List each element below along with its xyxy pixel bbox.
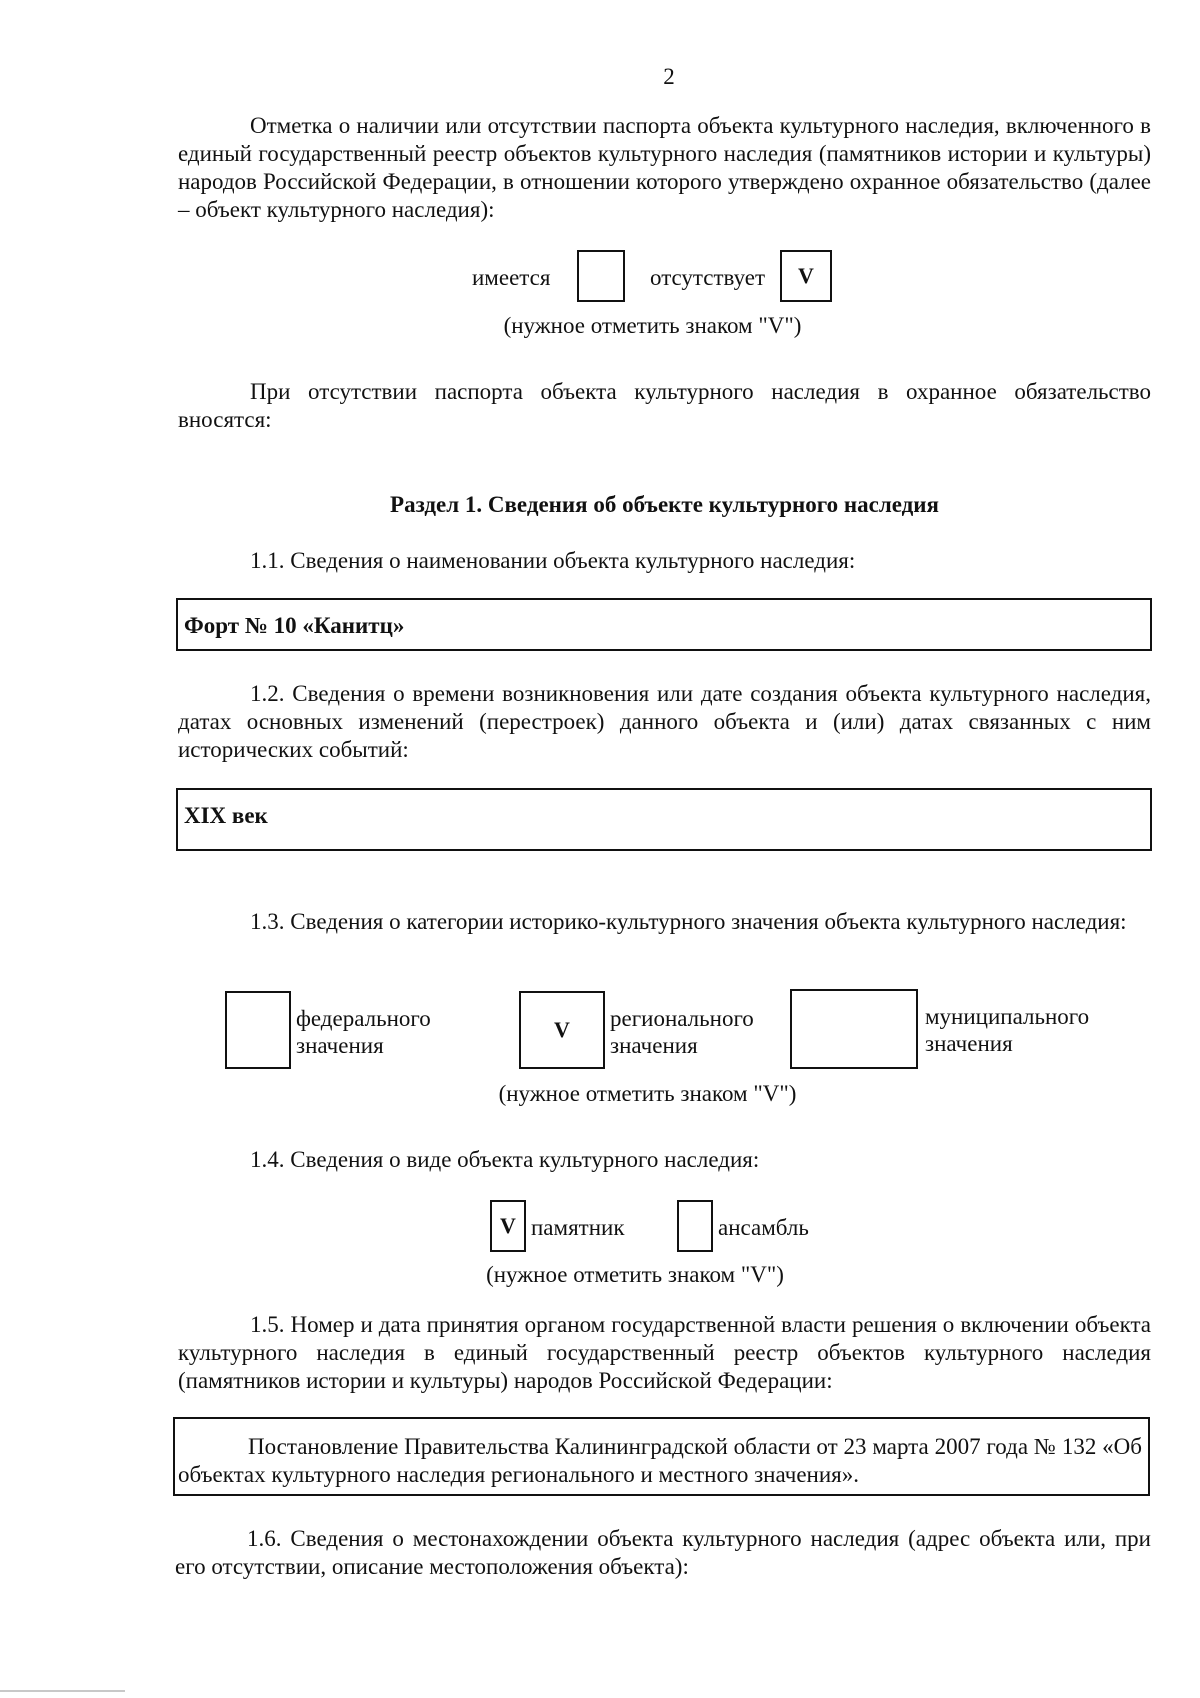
- passport-absent-text: При отсутствии паспорта объекта культурного наследия в охранное обязательство вносятся:: [178, 379, 1151, 432]
- passport-intro: Отметка о наличии или отсутствии паспорта объекта культурного наследия, включенного в единый государственный реестр объектов культурного наследия (памятников истории и культуры) народов Российской Федерации, в отношении которого утверждено охранное обязательство (далее – объект культурного наследия):: [178, 113, 1151, 222]
- s1-1-value: Форт № 10 «Канитц»: [184, 613, 405, 638]
- s1-1-label: 1.1. Сведения о наименовании объекта культурного наследия:: [250, 548, 856, 573]
- regional-checkbox[interactable]: V: [519, 991, 605, 1069]
- s1-4-label: 1.4. Сведения о виде объекта культурного наследия:: [250, 1147, 760, 1172]
- s1-2-value-box: [176, 788, 1152, 851]
- s1-2-value: XIX век: [184, 803, 268, 828]
- ensemble-checkbox[interactable]: [677, 1200, 713, 1252]
- s1-6-label: 1.6. Сведения о местонахождении объекта культурного наследия (адрес объекта или, при его отсутствии, описание местоположения объекта):: [175, 1526, 1151, 1579]
- category-note: (нужное отметить знаком "V"): [498, 1081, 797, 1106]
- federal-checkbox[interactable]: [225, 991, 291, 1069]
- s1-3-label: 1.3. Сведения о категории историко-культурного значения объекта культурного наследия:: [250, 909, 1127, 934]
- monument-label: памятник: [531, 1215, 625, 1240]
- type-note: (нужное отметить знаком "V"): [486, 1262, 784, 1287]
- s1-2-label: 1.2. Сведения о времени возникновения или дате создания объекта культурного наследия, датах основных изменений (перестроек) данного объекта и (или) датах связанных с ним исторических событий:: [178, 681, 1151, 762]
- page-number: 2: [663, 64, 675, 89]
- s1-5-label: 1.5. Номер и дата принятия органом государственной власти решения о включении объекта культурного наследия в единый государственный реестр объектов культурного наследия (памятников истории и культуры) народов Российской Федерации:: [178, 1312, 1151, 1393]
- scan-artifact-line: [0, 1690, 125, 1692]
- federal-label: федерального значения: [296, 1006, 431, 1058]
- option-absent-checkbox[interactable]: V: [780, 250, 832, 302]
- section-title: Раздел 1. Сведения об объекте культурного наследия: [390, 492, 939, 517]
- option-absent-label: отсутствует: [650, 265, 766, 290]
- passport-note: (нужное отметить знаком "V"): [503, 313, 802, 338]
- ensemble-label: ансамбль: [718, 1215, 809, 1240]
- regional-label: регионального значения: [610, 1006, 754, 1058]
- option-present-checkbox[interactable]: [577, 250, 625, 302]
- option-present-label: имеется: [472, 265, 551, 290]
- municipal-checkbox[interactable]: [790, 989, 918, 1069]
- s1-5-value: Постановление Правительства Калининградской области от 23 марта 2007 года № 132 «Об объектах культурного наследия регионального и местного значения».: [178, 1434, 1142, 1487]
- municipal-label: муниципального значения: [925, 1004, 1090, 1056]
- s1-1-value-box: [176, 598, 1152, 651]
- monument-checkbox[interactable]: V: [490, 1200, 526, 1252]
- s1-5-value-box: [173, 1417, 1150, 1496]
